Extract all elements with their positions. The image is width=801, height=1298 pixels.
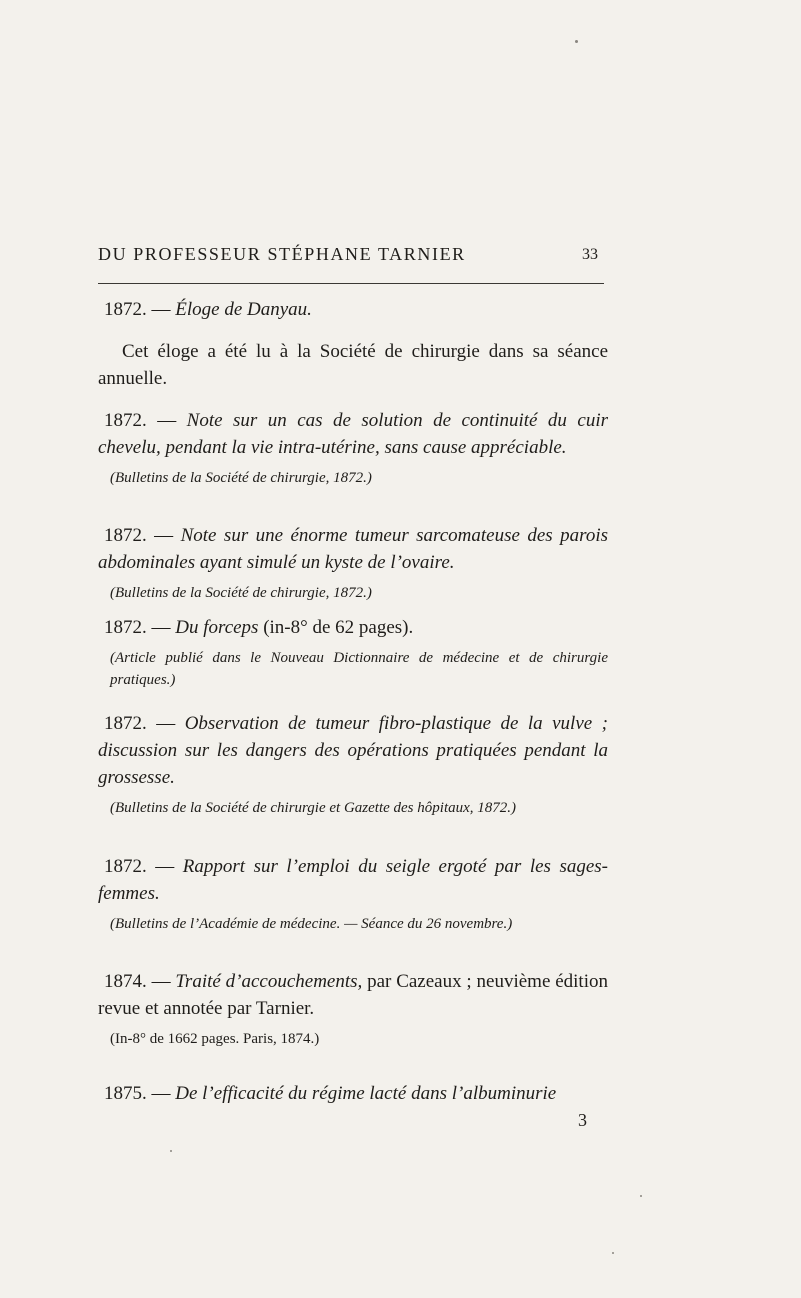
entry-source: (In-8° de 1662 pages. Paris, 1874.) <box>110 1031 320 1047</box>
entry-source: (Bulletins de la Société de chirurgie et Gazette des hôpitaux, 1872.) <box>110 800 517 816</box>
entry-year: 1872. <box>104 410 147 431</box>
entry-title: Note sur un cas de solution de continuité du cuir chevelu, pendant la vie intra-utérine, sans cause appréciable. <box>98 410 608 458</box>
bibliography-entry: 1875. — De l’efficacité du régime lacté dans l’albuminurie <box>104 1083 557 1104</box>
bibliography-entry: 1872. — Note sur un cas de solution de continuité du cuir chevelu, pendant la vie intra-utérine, sans cause appréciable. (Bulletins de la Société de chirurgie, 1872.) <box>98 407 608 489</box>
entry-title: Éloge de Danyau. <box>175 299 312 320</box>
header-rule <box>98 283 604 284</box>
entry-title: De l’efficacité du régime lacté dans l’albuminurie <box>175 1083 557 1104</box>
entry-year: 1875. <box>104 1083 147 1104</box>
entry-year: 1872. <box>104 713 147 734</box>
bibliography-entry: 1872. — Éloge de Danyau. Cet éloge a été lu à la Société de chirurgie dans sa séance annuelle. <box>98 296 608 392</box>
bibliography-entry: 1872. — Note sur une énorme tumeur sarcomateuse des parois abdominales ayant simulé un kyste de l’ovaire. (Bulletins de la Société de chirurgie, 1872.) <box>98 522 608 604</box>
entry-year: 1872. <box>104 856 147 877</box>
entry-body: Cet éloge a été lu à la Société de chirurgie dans sa séance annuelle. <box>98 341 608 389</box>
entry-year: 1872. <box>104 617 147 638</box>
entry-year: 1872. <box>104 299 147 320</box>
entry-source: (Article publié dans le Nouveau Dictionnaire de médecine et de chirurgie pratiques.) <box>110 650 608 688</box>
signature-mark: 3 <box>578 1110 587 1130</box>
bibliography-entry: 1874. — Traité d’accouchements, par Cazeaux ; neuvième édition revue et annotée par Tarnier. (In-8° de 1662 pages. Paris, 1874.) <box>98 968 608 1050</box>
entry-source: (Bulletins de la Société de chirurgie, 1872.) <box>110 585 372 601</box>
entry-title: Observation de tumeur fibro-plastique de la vulve ; discussion sur les dangers des opérations pratiquées pendant la grossesse. <box>98 713 608 788</box>
running-title: DU PROFESSEUR STÉPHANE TARNIER <box>98 244 466 264</box>
entry-title: Du forceps <box>175 617 259 638</box>
entry-year: 1874. <box>104 971 147 992</box>
entry-title-suffix: par Cazeaux ; neuvième édition revue et annotée par Tarnier. <box>98 971 608 1019</box>
entry-source: (Bulletins de la Société de chirurgie, 1872.) <box>110 470 372 486</box>
entry-title: Traité d’accouchements, <box>175 971 363 992</box>
entry-title: Rapport sur l’emploi du seigle ergoté par les sages-femmes. <box>98 856 608 904</box>
entry-year: 1872. <box>104 525 147 546</box>
bibliography-entry: 1872. — Rapport sur l’emploi du seigle ergoté par les sages-femmes. (Bulletins de l’Académie de médecine. — Séance du 26 novembre.) <box>98 853 608 935</box>
entry-title-suffix: (in-8° de 62 pages). <box>258 617 414 638</box>
running-header <box>98 240 598 270</box>
entry-title: Note sur une énorme tumeur sarcomateuse des parois abdominales ayant simulé un kyste de l’ovaire. <box>98 525 608 573</box>
bibliography-entry: 1872. — Du forceps (in-8° de 62 pages). (Article publié dans le Nouveau Dictionnaire de médecine et de chirurgie pratiques.) <box>98 614 608 691</box>
page-number: 33 <box>582 246 598 263</box>
bibliography-entry: 1872. — Observation de tumeur fibro-plastique de la vulve ; discussion sur les dangers des opérations pratiquées pendant la grossesse. (Bulletins de la Société de chirurgie et Gazette des hôpitaux, 1872.) <box>98 710 608 819</box>
entry-source: (Bulletins de l’Académie de médecine. — Séance du 26 novembre.) <box>110 916 513 932</box>
